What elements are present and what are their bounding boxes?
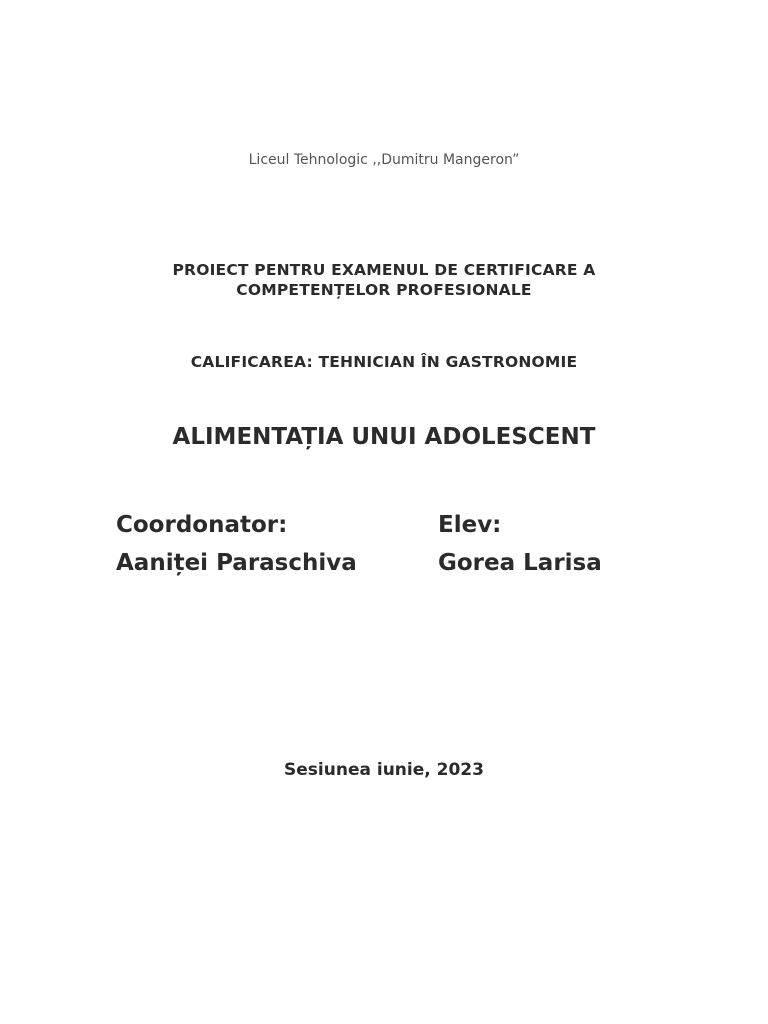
project-title-line-2: COMPETENȚELOR PROFESIONALE — [236, 281, 532, 299]
coordinator-name: Aaniței Paraschiva — [116, 550, 357, 576]
student-block — [438, 506, 602, 582]
student-name: Gorea Larisa — [438, 550, 602, 576]
qualification: CALIFICAREA: TEHNICIAN ÎN GASTRONOMIE — [190, 353, 578, 371]
school-name: Liceul Tehnologic ,,Dumitru Mangeron” — [248, 152, 520, 168]
project-title — [0, 260, 768, 300]
session-date: Sesiunea iunie, 2023 — [284, 760, 484, 780]
project-title-line-1: PROIECT PENTRU EXAMENUL DE CERTIFICARE A — [172, 261, 596, 279]
student-label: Elev: — [438, 512, 502, 538]
coordinator-label: Coordonator: — [116, 512, 288, 538]
coordinator-block — [116, 506, 357, 582]
document-title: ALIMENTAȚIA UNUI ADOLESCENT — [172, 424, 596, 450]
